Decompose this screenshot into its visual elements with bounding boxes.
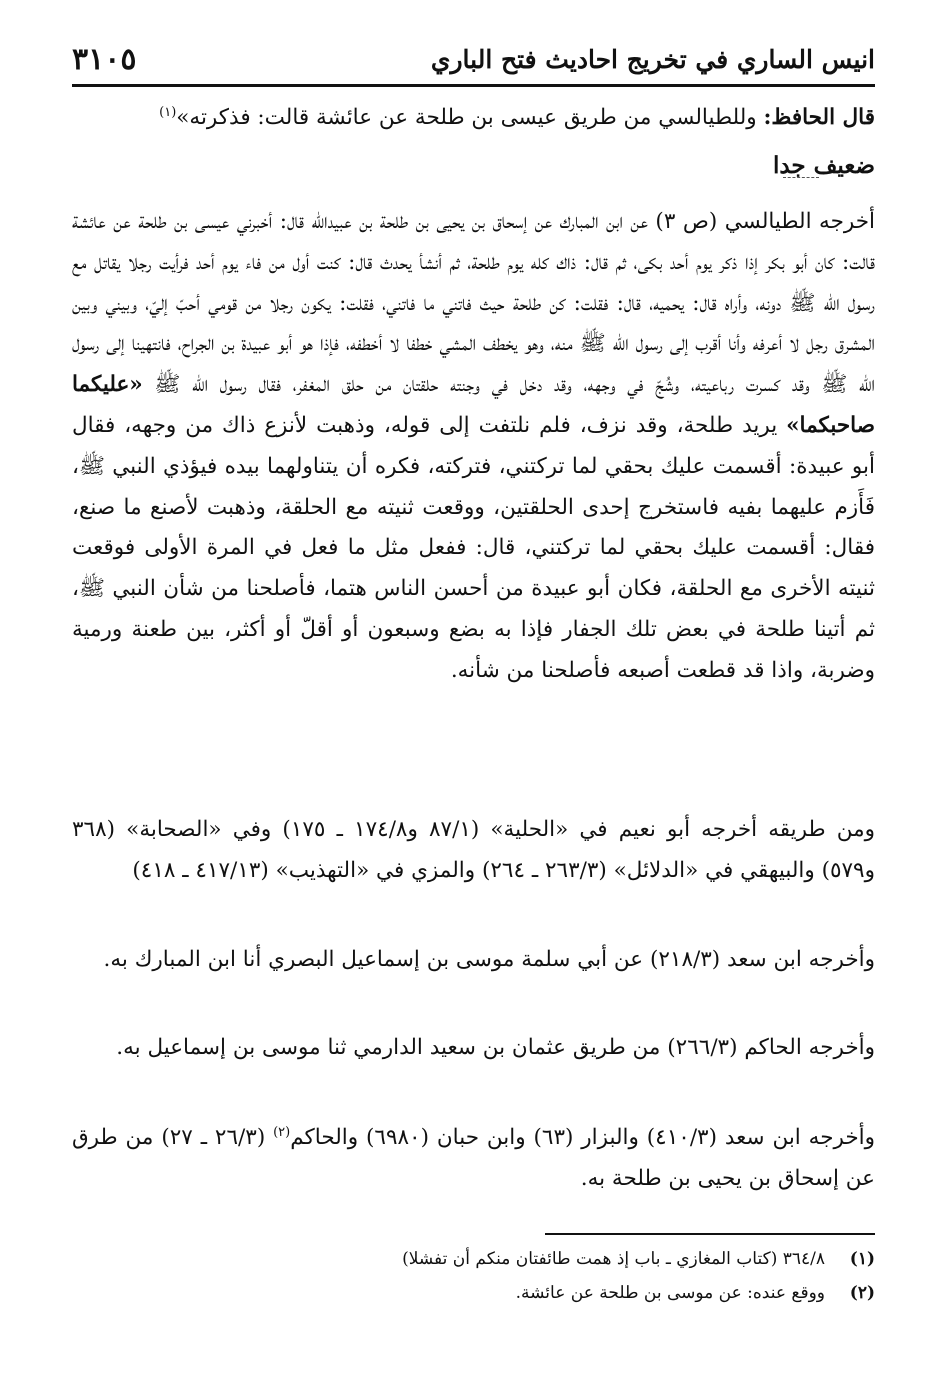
footnote-1 <box>72 1242 875 1276</box>
hadith-grade: ضعيف جدا <box>772 152 875 179</box>
para-5-part-b: (٢٦/٣ ـ ٢٧) من طرق عن إسحاق بن يحيى بن طلحة به. <box>72 1125 875 1191</box>
hafiz-quote <box>72 98 875 139</box>
footnote-2 <box>72 1276 875 1310</box>
page-number: ٣١٠٥ <box>72 41 137 77</box>
footnote-text: ٣٦٤/٨ (كتاب المغازي ـ باب إذ همت طائفتان منكم أن تفشلا) <box>402 1249 825 1269</box>
footnote-ref-2[interactable]: (٢) <box>273 1124 291 1140</box>
hafiz-text: وللطيالسي من طريق عيسى بن طلحة عن عائشة قالت: فذكرته» <box>176 105 764 130</box>
main-text-part-a: أخرجه الطيالسي (ص ٣) عن ابن المبارك عن إسحاق بن يحيى بن طلحة بن عبيدالله قال: أخبرني عيسى بن طلحة عن عائشة قالت: كان أبو بكر إذا ذكر يوم أحد بكى، ثم قال: ذاك كله يوم طلحة، ثم أنشأ يحدث قال: كنت أول من فاء يوم أحد فرأيت رجلا يقاتل مع رسول الله ﷺ دونه، وأراه قال: يحميه، قال: فقلت: كن طلحة حيث فاتني ما فاتني، فقلت: يكون رجلا من قومي أحبّ إليّ، وبيني وبين المشرق رجل لا أعرفه وأنا أقرب إلى رسول الله ﷺ منه، وهو يخطف المشي خطفا لا أخطفه، فإذا هو أبو عبيدة بن الجراح، فانتهينا إلى رسول الله ﷺ وقد كسرت رباعيته، وشُجّ في وجهه، وقد دخل في وجنته حلقتان من حلق المغفر، فقال رسول الله ﷺ <box>72 209 875 398</box>
footnote-number: (٢) <box>849 1283 875 1303</box>
para-5-part-a: وأخرجه ابن سعد (٤١٠/٣) والبزار (٦٣) وابن حبان (٦٩٨٠) والحاكم <box>290 1125 875 1150</box>
takhrij-paragraph-5 <box>72 1118 875 1200</box>
footnote-separator <box>545 1233 875 1235</box>
takhrij-paragraph-2: ومن طريقه أخرجه أبو نعيم في «الحلية» (٨٧/١ و١٧٤/٨ ـ ١٧٥) وفي «الصحابة» (٣٦٨ و٥٧٩) والبيهقي في «الدلائل» (٢٦٣/٣ ـ ٢٦٤) والمزي في «التهذيب» (٤١٧/١٣ ـ ٤١٨) <box>72 817 876 883</box>
prophet-quote: «عليكما صاحبكما» <box>72 372 875 438</box>
hafiz-label: قال الحافظ: <box>763 105 875 130</box>
takhrij-paragraph-4: وأخرجه الحاكم (٢٦٦/٣) من طريق عثمان بن سعيد الدارمي ثنا موسى بن إسماعيل به. <box>116 1035 875 1060</box>
main-text-part-b: يريد طلحة، وقد نزف، فلم نلتفت إلى قوله، وذهبت لأنزع ذاك من وجهه، فقال أبو عبيدة: أقسمت عليك بحقي لما تركتني، فتركته، فكره أن يتناولهما بيده فيؤذي النبي ﷺ، فَأَزم عليهما بفيه فاستخرج إحدى الحلقتين، ووقعت ثنيته مع الحلقة، وذهبت لأصنع ما صنع، فقال: أقسمت عليك بحقي لما تركتني، قال: ففعل مثل ما فعل في المرة الأولى فوقعت ثنيته الأخرى مع الحلقة، فكان أبو عبيدة من أحسن الناس هتما، فأصلحنا من شأن النبي ﷺ، ثم أتينا طلحة في بعض تلك الجفار فإذا به بضع وسبعون أو أقلّ أو أكثر، بين طعنة ورمية وضربة، واذا قد قطعت أصبعه فأصلحنا من شأنه. <box>72 412 875 683</box>
footnote-ref-1[interactable]: (١) <box>159 104 177 120</box>
running-title: انيس الساري في تخريج احاديث فتح الباري <box>430 44 875 74</box>
page-header <box>72 34 875 87</box>
footnotes <box>72 1242 875 1310</box>
takhrij-paragraph-main <box>72 202 875 692</box>
footnote-text: ووقع عنده: عن موسى بن طلحة عن عائشة. <box>515 1283 825 1303</box>
footnote-number: (١) <box>849 1249 875 1269</box>
takhrij-paragraph-3: وأخرجه ابن سعد (٢١٨/٣) عن أبي سلمة موسى بن إسماعيل البصري أنا ابن المبارك به. <box>103 947 875 972</box>
grade-divider <box>783 177 819 180</box>
